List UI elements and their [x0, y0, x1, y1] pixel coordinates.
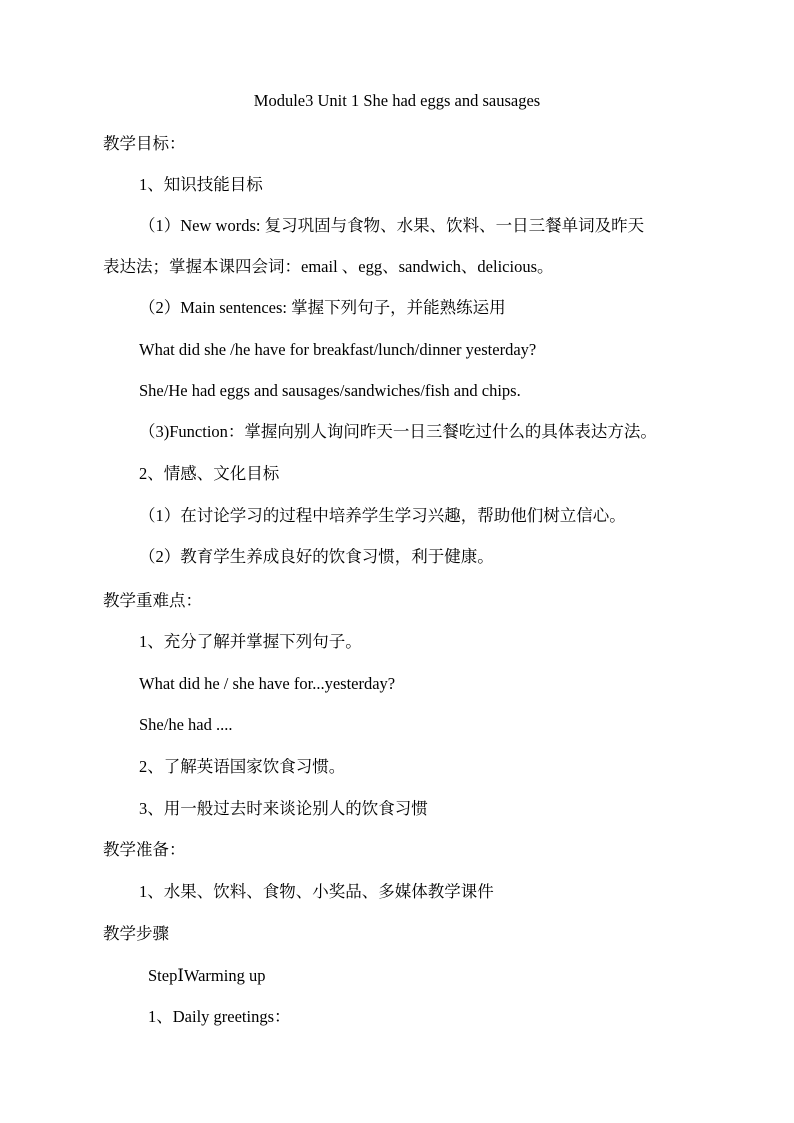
section-heading-steps: 教学步骤: [103, 924, 169, 943]
paragraph-emotion-1: （1）在讨论学习的过程中培养学生学习兴趣，帮助他们树立信心。: [139, 506, 626, 525]
paragraph-new-words-cont: 表达法；掌握本课四会词：email 、egg、sandwich、delicious。: [103, 257, 554, 276]
document-title: Module3 Unit 1 She had eggs and sausages: [253, 91, 541, 110]
subheading-knowledge-skills: 1、知识技能目标: [139, 175, 263, 194]
paragraph-emotion-2: （2）教育学生养成良好的饮食习惯，利于健康。: [139, 547, 494, 566]
key-point-answer: She/he had ....: [139, 715, 233, 734]
step-1-heading: StepⅠWarming up: [148, 966, 266, 985]
example-sentence-question: What did she /he have for breakfast/lunch/dinner yesterday?: [139, 340, 537, 359]
subheading-emotion-culture: 2、情感、文化目标: [139, 464, 280, 483]
paragraph-new-words: （1）New words: 复习巩固与食物、水果、饮料、一日三餐单词及昨天: [139, 216, 645, 235]
section-heading-key-points: 教学重难点：: [103, 591, 202, 610]
key-point-2: 2、了解英语国家饮食习惯。: [139, 757, 346, 776]
paragraph-main-sentences: （2）Main sentences: 掌握下列句子，并能熟练运用: [139, 298, 506, 317]
preparation-item-1: 1、水果、饮料、食物、小奖品、多媒体教学课件: [139, 882, 494, 901]
paragraph-function: （3)Function：掌握向别人询问昨天一日三餐吃过什么的具体表达方法。: [139, 422, 657, 441]
step-1-item-1: 1、Daily greetings：: [148, 1007, 291, 1026]
section-heading-objectives: 教学目标：: [103, 134, 186, 153]
section-heading-preparation: 教学准备：: [103, 840, 186, 859]
key-point-1: 1、充分了解并掌握下列句子。: [139, 632, 362, 651]
key-point-question: What did he / she have for...yesterday?: [139, 674, 396, 693]
example-sentence-answer: She/He had eggs and sausages/sandwiches/fish and chips.: [139, 381, 521, 400]
key-point-3: 3、用一般过去时来谈论别人的饮食习惯: [139, 799, 428, 818]
